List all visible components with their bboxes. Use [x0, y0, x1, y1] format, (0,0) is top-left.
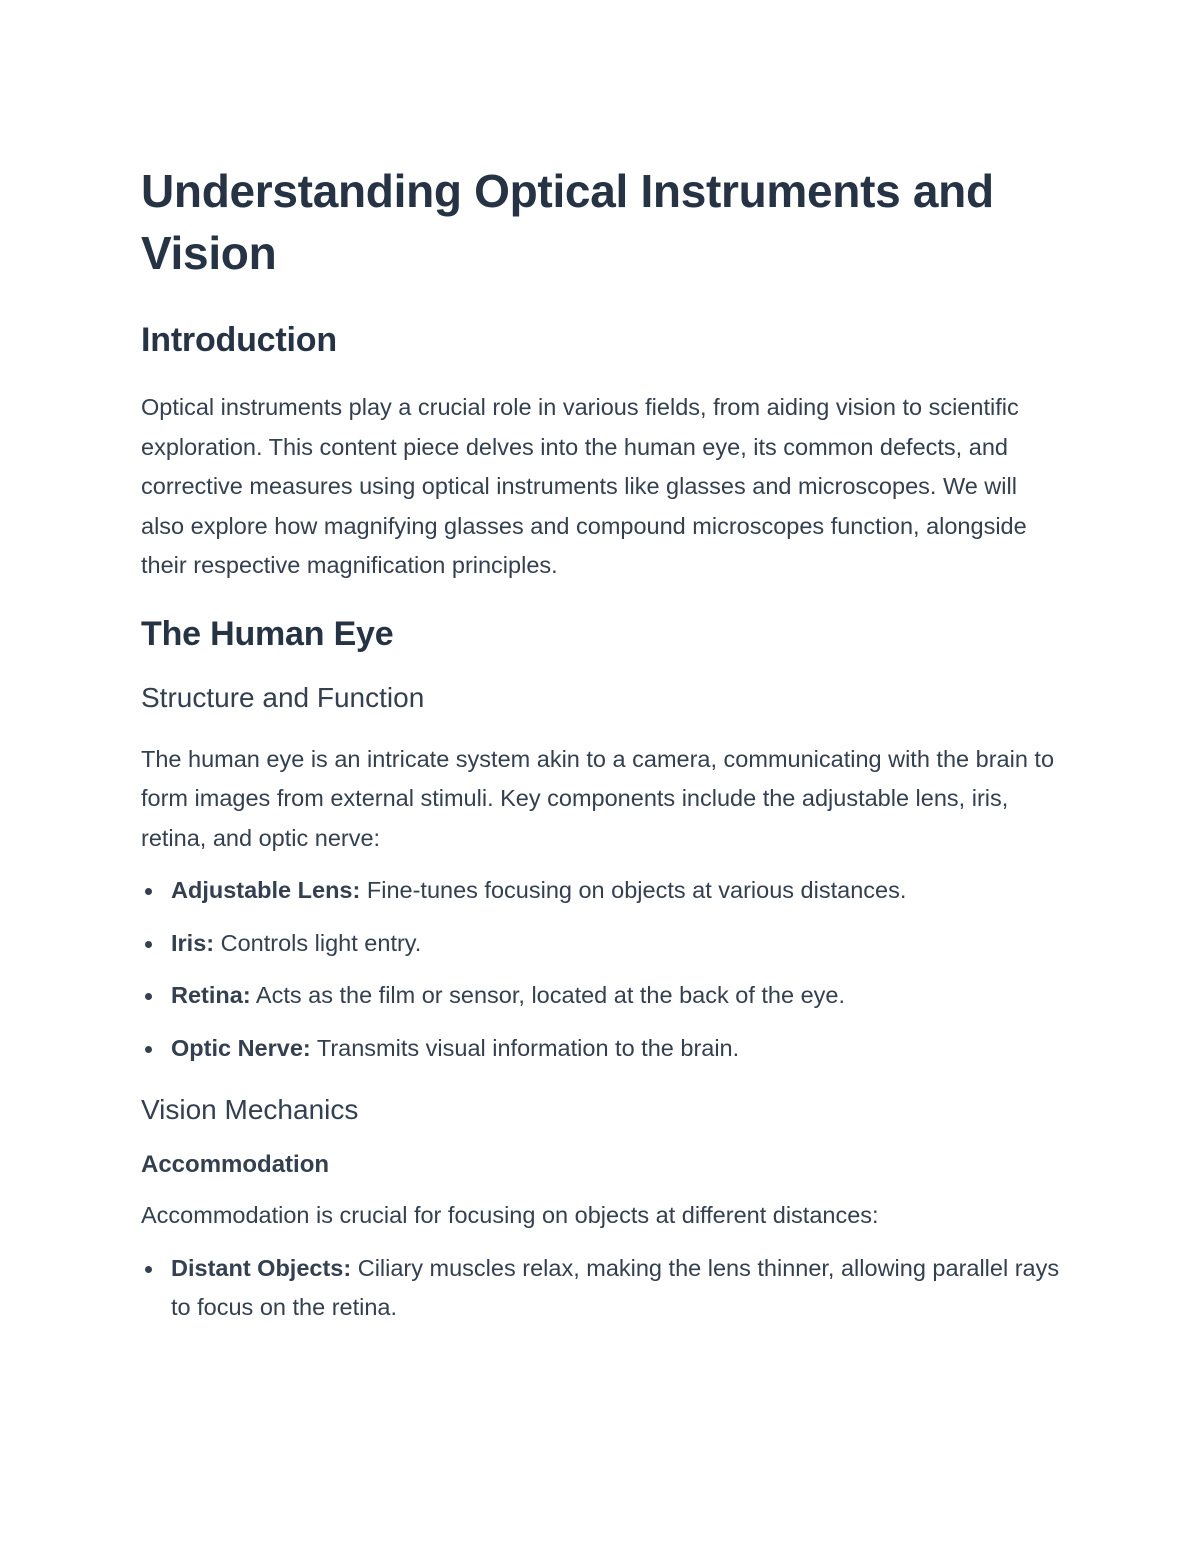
subsection-heading-vision-mechanics: Vision Mechanics — [141, 1094, 359, 1125]
list-item-text: Transmits visual information to the brain. — [310, 1034, 740, 1061]
section-heading-introduction: Introduction — [141, 321, 337, 359]
list-item — [141, 976, 1061, 1016]
subsubsection-heading-accommodation: Accommodation — [141, 1151, 330, 1178]
list-item-term: Iris: — [171, 929, 215, 956]
list-item-text: Ciliary muscles relax, making the lens thinner, allowing parallel rays to focus on the retina. — [171, 1254, 1060, 1320]
eye-components-list — [141, 871, 1061, 1068]
introduction-paragraph: Optical instruments play a crucial role in various fields, from aiding vision to scientific exploration. This content piece delves into the human eye, its common defects, and corrective measures using optical instruments like glasses and microscopes. We will also explore how magnifying glasses and compound microscopes function, alongside their respective magnification principles. — [141, 394, 1027, 578]
list-item-text: Acts as the film or sensor, located at the back of the eye. — [250, 982, 846, 1008]
subsection-heading-structure: Structure and Function — [141, 681, 425, 713]
list-item — [141, 1029, 1061, 1069]
list-item — [141, 1249, 1061, 1328]
accommodation-paragraph: Accommodation is crucial for focusing on objects at different distances: — [141, 1202, 879, 1228]
list-item — [141, 871, 1061, 911]
list-item-term: Retina: — [171, 982, 251, 1008]
list-item-term: Adjustable Lens: — [171, 877, 361, 903]
section-heading-human-eye: The Human Eye — [141, 614, 394, 653]
list-item-text: Fine-tunes focusing on objects at various distances. — [360, 877, 907, 903]
list-item-term: Optic Nerve: — [171, 1034, 311, 1061]
accommodation-list — [141, 1249, 1061, 1328]
list-item-term: Distant Objects: — [171, 1254, 352, 1281]
document-title: Understanding Optical Instruments and Vision — [141, 165, 994, 279]
list-item — [141, 924, 1061, 964]
structure-paragraph: The human eye is an intricate system akin to a camera, communicating with the brain to form images from external stimuli. Key components include the adjustable lens, iris, retina, and optic nerve: — [141, 745, 1055, 851]
list-item-text: Controls light entry. — [214, 929, 422, 956]
